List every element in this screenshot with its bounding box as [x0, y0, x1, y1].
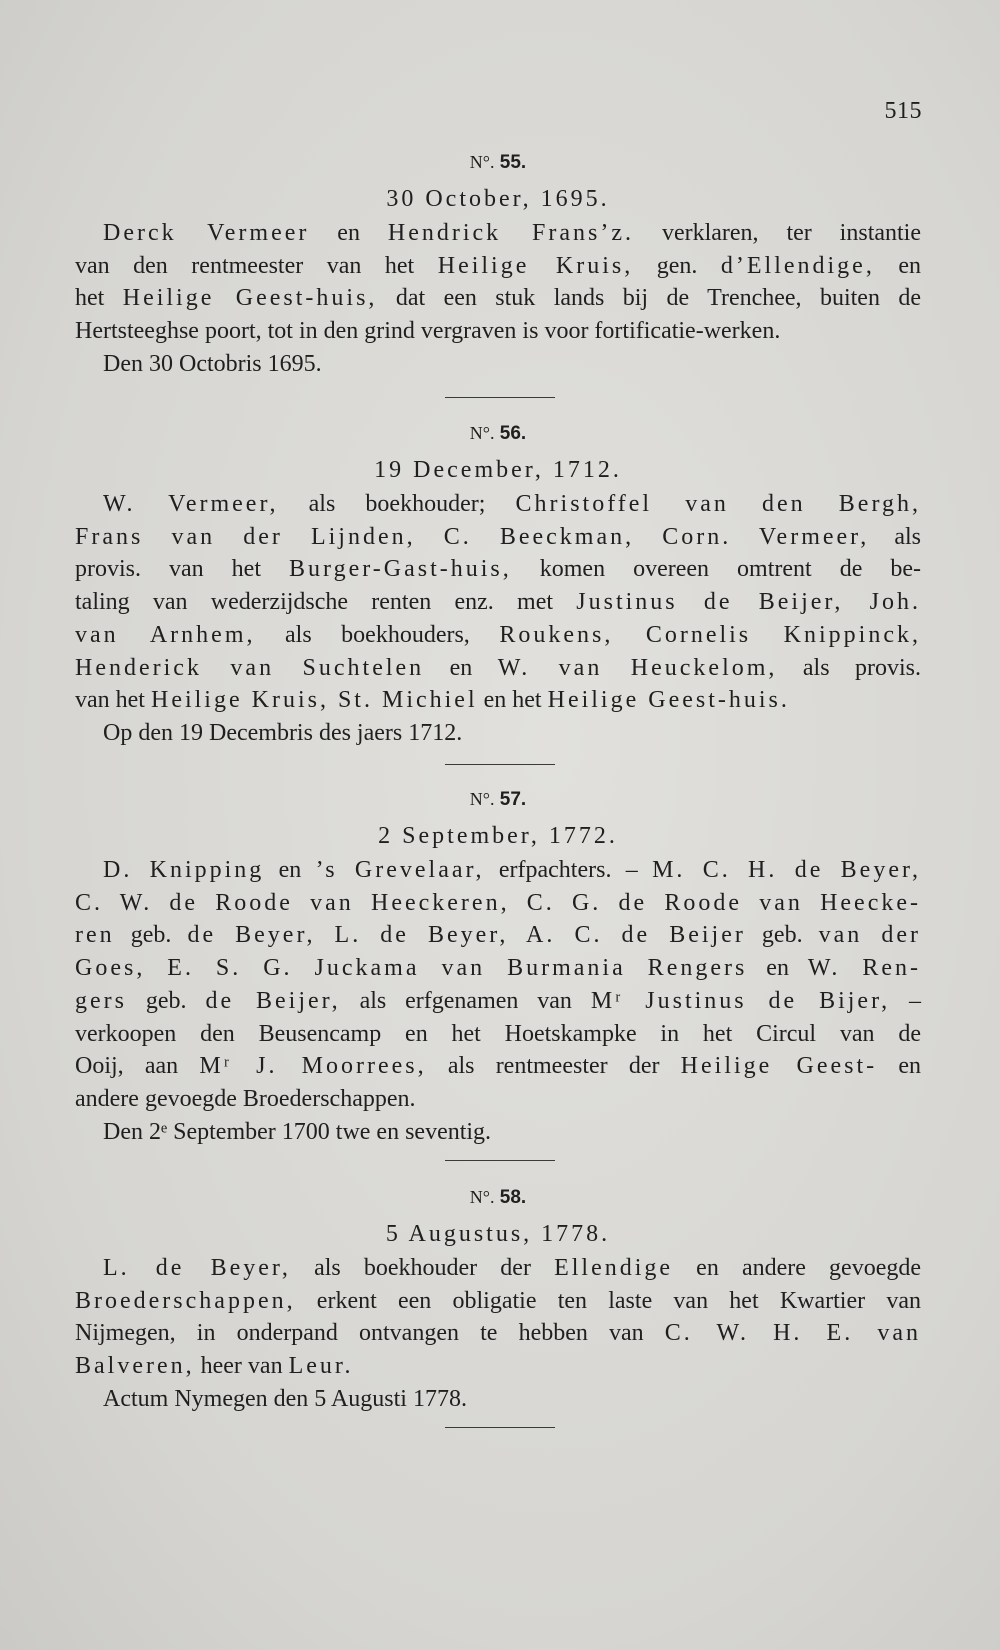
text-line — [75, 919, 921, 952]
text-line — [75, 250, 921, 283]
entry-number-prefix: N°. — [469, 1187, 495, 1207]
text-segment: Mʳ J. Moorrees, — [199, 1053, 427, 1080]
entry-number — [75, 789, 921, 811]
text-segment: Ooij, aan — [75, 1053, 200, 1080]
text-line — [75, 315, 921, 348]
text-segment: gers — [75, 987, 127, 1014]
text-segment: en — [747, 955, 808, 982]
text-segment: als boekhouders, — [255, 621, 500, 648]
text-line — [75, 1252, 921, 1285]
text-segment: Hendrick Frans’z. — [387, 220, 635, 246]
entry-date: 2 September, 1772. — [378, 823, 618, 849]
text-segment: als — [869, 523, 921, 550]
entry-number-prefix: N°. — [469, 789, 495, 809]
text-segment: Derck Vermeer — [103, 220, 310, 246]
text-segment: Nijmegen, in onderpand ontvangen te hebben van — [75, 1320, 665, 1347]
text-segment: verkoopen den Beusencamp en het Hoetskampke in het Circul van de — [75, 1020, 921, 1047]
entry-number — [75, 1187, 921, 1209]
entry-56 — [75, 423, 921, 750]
text-segment: geb. — [126, 987, 206, 1014]
text-line — [75, 1050, 921, 1083]
text-segment: Hertsteeghse poort, tot in den grind vergraven is voor fortificatie-werken. — [75, 318, 781, 345]
text-segment: heer van — [194, 1353, 289, 1380]
entry-body — [75, 488, 921, 750]
text-segment: Burger-Gast-huis, — [289, 556, 512, 583]
text-segment: W. van Heuckelom, — [497, 654, 778, 681]
text-line — [75, 282, 921, 315]
text-line — [75, 717, 921, 750]
text-segment: het — [75, 285, 123, 312]
text-segment: d’Ellendige, — [720, 252, 875, 279]
text-segment: komen overeen omtrent de be- — [511, 556, 921, 583]
text-line — [75, 553, 921, 586]
entry-body — [75, 1252, 921, 1416]
text-segment: de Beyer, L. de Beyer, A. C. de Beijer — [187, 922, 746, 949]
text-segment: als boekhouder; — [278, 491, 516, 517]
text-segment: Goes, E. S. G. Juckama van Burmania Rengers — [75, 955, 748, 982]
text-segment: Balveren, — [75, 1353, 195, 1380]
text-line — [75, 1083, 921, 1116]
text-segment: Broederschappen, — [75, 1287, 296, 1314]
text-segment: – — [890, 987, 922, 1014]
text-segment: provis. van het — [75, 556, 290, 583]
text-segment: van den rentmeester van het — [75, 252, 438, 279]
entry-number-prefix: N°. — [469, 152, 495, 172]
text-segment: Heilige Geest-huis, — [122, 285, 378, 312]
text-segment: ’s Grevelaar, — [315, 857, 485, 883]
text-segment: C. W. H. E. van — [664, 1320, 921, 1347]
text-segment: erkent een obligatie ten laste van het Kwartier van — [295, 1287, 921, 1314]
text-segment: geb. — [745, 922, 819, 949]
entry-number — [75, 152, 921, 174]
text-segment: en — [874, 252, 921, 279]
text-segment: Justinus de Beijer, Joh. — [576, 589, 922, 616]
text-line — [75, 684, 921, 717]
entry-number-value: 57. — [499, 789, 527, 810]
text-line — [75, 619, 921, 652]
text-line — [75, 521, 921, 554]
text-line — [75, 1383, 921, 1416]
text-segment: W. Ren- — [807, 955, 921, 982]
text-line — [75, 586, 921, 619]
text-line — [75, 1116, 921, 1149]
text-segment: Heilige Geest-huis. — [547, 687, 790, 714]
entry-58 — [75, 1187, 921, 1416]
page-number: 515 — [884, 98, 922, 124]
entry-body — [75, 854, 921, 1148]
text-segment: W. — [103, 491, 169, 517]
text-segment: gen. — [633, 252, 721, 279]
text-line — [75, 488, 921, 521]
divider — [445, 1427, 555, 1428]
entry-55 — [75, 152, 921, 381]
text-segment: als boekhouder der — [290, 1255, 555, 1281]
text-segment: M. C. H. de Beyer, — [652, 857, 921, 883]
divider — [445, 397, 555, 398]
text-segment: als erfgenamen van — [340, 987, 591, 1014]
text-line — [75, 1285, 921, 1318]
text-segment: Roukens, Cornelis Knippinck, — [499, 621, 921, 648]
entry-date: 30 October, 1695. — [386, 186, 610, 212]
text-segment: Henderick van Suchtelen — [75, 654, 425, 681]
divider — [445, 764, 555, 765]
divider — [445, 1160, 555, 1161]
text-segment: en — [424, 654, 498, 681]
text-segment: en — [877, 1053, 922, 1080]
text-line — [75, 854, 921, 887]
text-segment: en — [309, 220, 388, 246]
text-segment: D. Knipping — [103, 857, 265, 883]
entry-57 — [75, 789, 921, 1148]
text-segment: erfpachters. – — [484, 857, 653, 883]
entry-number — [75, 423, 921, 445]
text-line — [75, 1018, 921, 1051]
text-segment: Heilige Kruis, — [437, 252, 634, 279]
entry-date: 19 December, 1712. — [374, 457, 622, 483]
text-segment: Heilige Kruis, St. Michiel — [150, 687, 478, 714]
text-segment: Leur. — [288, 1353, 354, 1380]
text-segment: Christoffel van den Bergh, — [515, 491, 922, 517]
text-segment: geb. — [114, 922, 188, 949]
text-segment: Mʳ Justinus de Bijer, — [590, 987, 891, 1014]
text-segment: verklaren, ter instantie — [634, 220, 921, 246]
text-segment: L. de Beyer, — [103, 1255, 291, 1281]
text-segment: van Arnhem, — [75, 621, 256, 648]
text-segment: en andere gevoegde — [673, 1255, 922, 1281]
text-segment: Frans van der Lijnden, C. Beeckman, Corn. Vermeer, — [75, 523, 870, 550]
text-segment: Actum Nymegen den 5 Augusti 1778. — [103, 1385, 467, 1412]
text-line — [75, 985, 921, 1018]
entry-number-value: 55. — [499, 152, 527, 173]
text-line — [75, 652, 921, 685]
text-segment: Vermeer, — [168, 491, 279, 517]
text-segment: en — [264, 857, 316, 883]
text-segment: en het — [477, 687, 548, 714]
text-segment: Ellendige — [554, 1255, 674, 1281]
text-segment: van het — [75, 687, 151, 714]
text-segment: andere gevoegde Broederschappen. — [75, 1085, 416, 1112]
text-segment: als provis. — [777, 654, 921, 681]
entry-number-prefix: N°. — [469, 423, 495, 443]
text-line — [75, 887, 921, 920]
text-segment: van der — [818, 922, 922, 949]
text-segment: Den 30 Octobris 1695. — [103, 350, 322, 377]
text-segment: ren — [75, 922, 115, 949]
text-segment: taling van wederzijdsche renten enz. met — [75, 589, 577, 616]
text-segment: de Beijer, — [205, 987, 341, 1014]
text-segment: als rentmeester der — [426, 1053, 681, 1080]
text-line — [75, 1317, 921, 1350]
text-segment: C. W. de Roode van Heeckeren, C. G. de Roode van Heecke- — [75, 889, 921, 916]
entry-date: 5 Augustus, 1778. — [385, 1221, 611, 1247]
entry-number-value: 58. — [499, 1187, 527, 1208]
entry-number-value: 56. — [499, 423, 527, 444]
text-line — [75, 1350, 921, 1383]
text-line — [75, 348, 921, 381]
text-segment: Den 2ᵉ September 1700 twe en seventig. — [103, 1118, 492, 1145]
text-segment: dat een stuk lands bij de Trenchee, buiten de — [377, 285, 921, 312]
text-segment: Op den 19 Decembris des jaers 1712. — [103, 719, 463, 746]
text-line — [75, 217, 921, 250]
text-segment: Heilige Geest- — [680, 1053, 878, 1080]
entry-body — [75, 217, 921, 381]
text-line — [75, 952, 921, 985]
